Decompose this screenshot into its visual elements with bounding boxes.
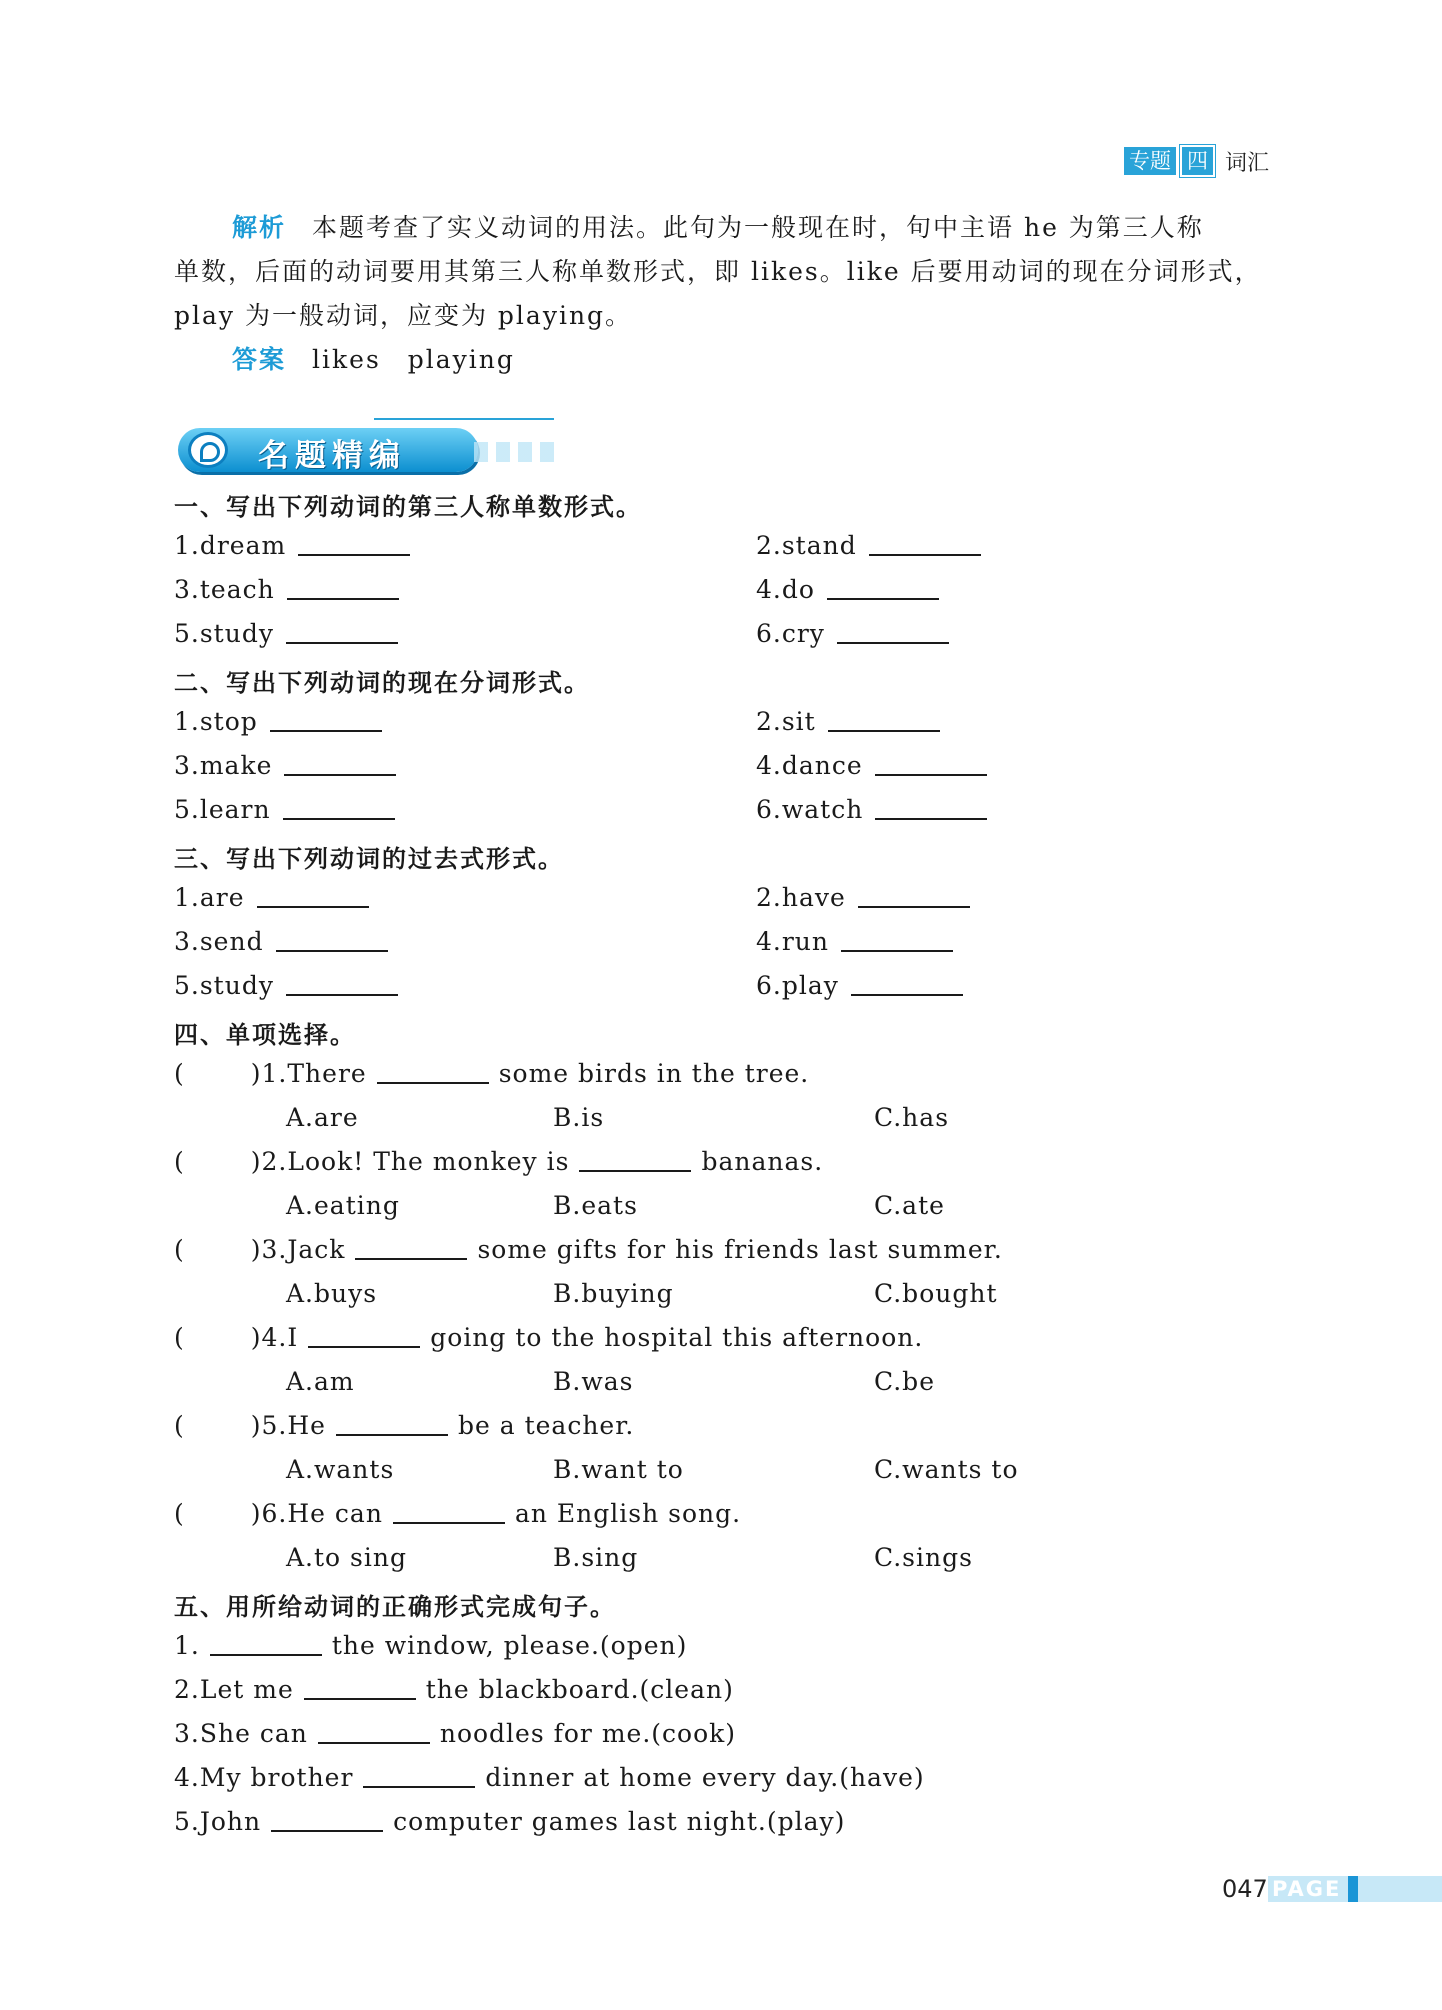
chapter-label: 专题 <box>1124 147 1176 175</box>
section-2-title: 二、写出下列动词的现在分词形式。 <box>174 669 590 697</box>
chapter-topic: 词汇 <box>1224 150 1269 176</box>
answer-blank[interactable] <box>579 1170 691 1172</box>
s1-item-4: 4.do <box>756 575 939 604</box>
mc-option-a[interactable]: A.buys <box>286 1279 378 1308</box>
analysis-line-2: 单数，后面的动词要用其第三人称单数形式，即 likes。like 后要用动词的现在分词形式， <box>174 257 1262 286</box>
mc-option-b[interactable]: B.want to <box>553 1455 684 1484</box>
mc-question-6: ( )6.He can an English song. <box>174 1499 742 1528</box>
mc-option-c[interactable]: C.bought <box>874 1279 998 1308</box>
mc-question-3: ( )3.Jack some gifts for his friends last summer. <box>174 1235 1003 1264</box>
chapter-number: 四 <box>1180 145 1215 177</box>
answer-blank[interactable] <box>276 950 388 952</box>
chapter-header <box>1124 146 1269 176</box>
s2-item-5: 5.learn <box>174 795 395 824</box>
mc-question-4: ( )4.I going to the hospital this afternoon. <box>174 1323 924 1352</box>
mc-option-b[interactable]: B.is <box>553 1103 605 1132</box>
answer-line <box>174 340 515 376</box>
mc-question-1: ( )1.There some birds in the tree. <box>174 1059 810 1088</box>
s2-item-3: 3.make <box>174 751 396 780</box>
answer-blank[interactable] <box>827 598 939 600</box>
answer-blank[interactable] <box>869 554 981 556</box>
answer-blank[interactable] <box>841 950 953 952</box>
answer-tag: 答案 <box>232 345 287 374</box>
s3-item-6: 6.play <box>756 971 963 1000</box>
s2-item-6: 6.watch <box>756 795 987 824</box>
mc-option-a[interactable]: A.wants <box>286 1455 395 1484</box>
answer-blank[interactable] <box>837 642 949 644</box>
s2-item-4: 4.dance <box>756 751 987 780</box>
mc-option-c[interactable]: C.sings <box>874 1543 973 1572</box>
answer-blank[interactable] <box>851 994 963 996</box>
fill-item-5: 5.John computer games last night.(play) <box>174 1807 846 1836</box>
fill-item-2: 2.Let me the blackboard.(clean) <box>174 1675 734 1704</box>
s3-item-2: 2.have <box>756 883 970 912</box>
mc-option-b[interactable]: B.eats <box>553 1191 638 1220</box>
mc-option-a[interactable]: A.are <box>286 1103 359 1132</box>
analysis-line-1 <box>174 208 1204 244</box>
mc-option-c[interactable]: C.be <box>874 1367 935 1396</box>
answer-blank[interactable] <box>286 642 398 644</box>
answer-blank[interactable] <box>284 774 396 776</box>
banner-title: 名题精编 <box>258 438 406 474</box>
answer-blank[interactable] <box>363 1786 475 1788</box>
answer-blank[interactable] <box>858 906 970 908</box>
mc-option-b[interactable]: B.sing <box>553 1543 639 1572</box>
answer-blank[interactable] <box>318 1742 430 1744</box>
section-1-title: 一、写出下列动词的第三人称单数形式。 <box>174 493 642 521</box>
answer-blank[interactable] <box>298 554 410 556</box>
answer-blank[interactable] <box>393 1522 505 1524</box>
analysis-text-1: 本题考查了实义动词的用法。此句为一般现在时，句中主语 he 为第三人称 <box>312 213 1204 242</box>
fill-item-1: 1. the window, please.(open) <box>174 1631 688 1660</box>
s1-item-1: 1.dream <box>174 531 410 560</box>
s1-item-3: 3.teach <box>174 575 399 604</box>
s2-item-2: 2.sit <box>756 707 940 736</box>
page-number: 047 <box>1222 1875 1268 1903</box>
fill-item-4: 4.My brother dinner at home every day.(have) <box>174 1763 925 1792</box>
answer-blank[interactable] <box>286 994 398 996</box>
answer-blank[interactable] <box>283 818 395 820</box>
answer-blank[interactable] <box>875 818 987 820</box>
answer-blank[interactable] <box>336 1434 448 1436</box>
answer-blank[interactable] <box>270 730 382 732</box>
mc-option-a[interactable]: A.am <box>286 1367 355 1396</box>
s1-item-5: 5.study <box>174 619 398 648</box>
answer-text: likes playing <box>312 345 515 374</box>
mc-question-2: ( )2.Look! The monkey is bananas. <box>174 1147 824 1176</box>
fill-item-3: 3.She can noodles for me.(cook) <box>174 1719 737 1748</box>
s3-item-3: 3.send <box>174 927 388 956</box>
section-4-title: 四、单项选择。 <box>174 1021 356 1049</box>
answer-blank[interactable] <box>271 1830 383 1832</box>
section-banner <box>174 418 554 480</box>
s3-item-1: 1.are <box>174 883 369 912</box>
mc-question-5: ( )5.He be a teacher. <box>174 1411 635 1440</box>
s3-item-5: 5.study <box>174 971 398 1000</box>
answer-blank[interactable] <box>828 730 940 732</box>
mc-option-c[interactable]: C.ate <box>874 1191 945 1220</box>
answer-blank[interactable] <box>304 1698 416 1700</box>
s2-item-1: 1.stop <box>174 707 382 736</box>
mc-option-c[interactable]: C.wants to <box>874 1455 1019 1484</box>
mc-option-a[interactable]: A.to sing <box>286 1543 407 1572</box>
s1-item-2: 2.stand <box>756 531 981 560</box>
answer-blank[interactable] <box>377 1082 489 1084</box>
mc-option-b[interactable]: B.was <box>553 1367 634 1396</box>
page-marker <box>1348 1876 1358 1902</box>
analysis-tag: 解析 <box>232 213 287 242</box>
section-5-title: 五、用所给动词的正确形式完成句子。 <box>174 1593 616 1621</box>
answer-blank[interactable] <box>257 906 369 908</box>
answer-blank[interactable] <box>875 774 987 776</box>
analysis-line-3: play 为一般动词，应变为 playing。 <box>174 301 633 330</box>
mc-option-c[interactable]: C.has <box>874 1103 950 1132</box>
answer-blank[interactable] <box>355 1258 467 1260</box>
mc-option-b[interactable]: B.buying <box>553 1279 674 1308</box>
answer-blank[interactable] <box>308 1346 420 1348</box>
s1-item-6: 6.cry <box>756 619 949 648</box>
banner-icon <box>188 432 228 468</box>
section-3-title: 三、写出下列动词的过去式形式。 <box>174 845 564 873</box>
page-label: PAGE <box>1272 1877 1342 1901</box>
answer-blank[interactable] <box>210 1654 322 1656</box>
s3-item-4: 4.run <box>756 927 953 956</box>
mc-option-a[interactable]: A.eating <box>286 1191 400 1220</box>
answer-blank[interactable] <box>287 598 399 600</box>
